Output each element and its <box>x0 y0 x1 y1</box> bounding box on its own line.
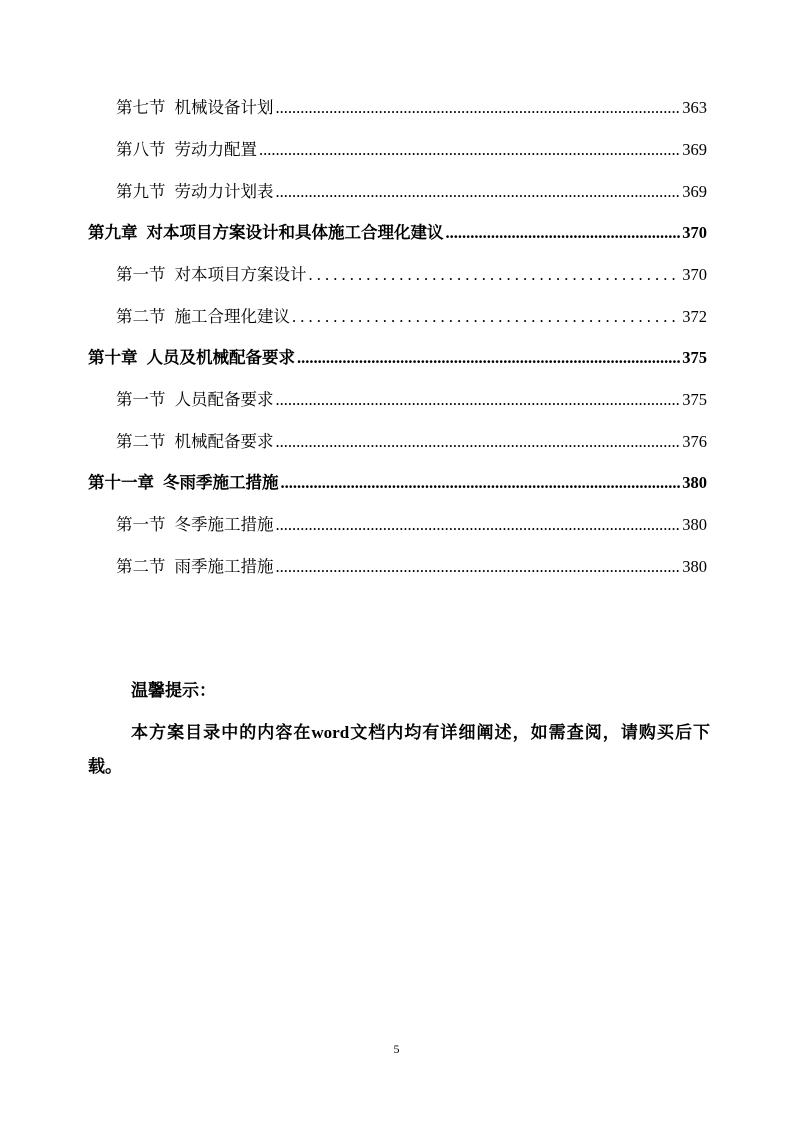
toc-entry-title: 人员及机械配备要求 <box>146 348 295 367</box>
toc-entry-page: 375 <box>682 390 707 409</box>
notice-body: 本方案目录中的内容在word文档内均有详细阐述，如需查阅，请购买后下载。 <box>88 723 710 776</box>
toc-entry-label <box>116 181 274 203</box>
toc-leader-dots <box>292 306 680 328</box>
toc-entry-number: 第九节 <box>116 182 166 201</box>
toc-entry-label <box>116 264 307 286</box>
toc-leader-dots <box>446 222 681 244</box>
toc-entry-label <box>116 139 257 161</box>
toc-entry[interactable] <box>116 514 707 536</box>
toc-chapter-entry[interactable] <box>88 472 707 494</box>
toc-entry-page: 375 <box>682 348 707 367</box>
toc-leader-dots <box>276 181 681 203</box>
toc-entry-page: 370 <box>682 223 707 242</box>
toc-leader-dots <box>259 139 680 161</box>
toc-entry-title: 机械配备要求 <box>174 432 274 451</box>
toc-chapter-entry[interactable] <box>88 222 707 244</box>
page-number: 5 <box>393 1042 400 1056</box>
toc-entry-label <box>116 431 274 453</box>
toc-entry-number: 第一节 <box>116 265 166 284</box>
toc-entry[interactable] <box>116 264 707 286</box>
toc-entry-page: 380 <box>682 473 707 492</box>
toc-entry-page: 380 <box>682 515 707 534</box>
toc-entry-title: 机械设备计划 <box>174 98 274 117</box>
toc-entry-label <box>88 222 444 244</box>
toc-entry-title: 施工合理化建议 <box>174 307 290 326</box>
toc-entry-title: 冬季施工措施 <box>174 515 274 534</box>
toc-leader-dots <box>276 431 681 453</box>
toc-entry-label <box>116 97 274 119</box>
toc-entry-title: 对本项目方案设计 <box>174 265 307 284</box>
toc-leader-dots <box>276 556 681 578</box>
toc-entry-label <box>116 389 274 411</box>
toc-entry-page: 369 <box>682 182 707 201</box>
toc-leader-dots <box>281 472 681 494</box>
toc-entry-number: 第七节 <box>116 98 166 117</box>
toc-entry-number: 第十章 <box>88 348 138 367</box>
toc-entry-title: 劳动力计划表 <box>174 182 274 201</box>
toc-entry-label <box>88 347 295 369</box>
toc-leader-dots <box>276 389 681 411</box>
toc-entry[interactable] <box>116 181 707 203</box>
toc-entry-title: 冬雨季施工措施 <box>163 473 279 492</box>
toc-entry[interactable] <box>116 139 707 161</box>
toc-entry[interactable] <box>116 97 707 119</box>
toc-entry-page: 376 <box>682 432 707 451</box>
toc-entry-number: 第八节 <box>116 140 166 159</box>
toc-entry[interactable] <box>116 431 707 453</box>
toc-entry-number: 第二节 <box>116 307 166 326</box>
toc-leader-dots <box>276 97 681 119</box>
toc-entry[interactable] <box>116 306 707 328</box>
toc-entry[interactable] <box>116 556 707 578</box>
toc-entry-page: 369 <box>682 140 707 159</box>
toc-entry-page: 372 <box>682 307 707 326</box>
toc-entry-page: 370 <box>682 265 707 284</box>
toc-entry-number: 第二节 <box>116 432 166 451</box>
toc-entry-number: 第十一章 <box>88 473 154 492</box>
toc-leader-dots <box>309 264 681 286</box>
toc-entry-number: 第一节 <box>116 515 166 534</box>
toc-entry-number: 第二节 <box>116 557 166 576</box>
toc-entry-label <box>116 306 290 328</box>
toc-entry-label <box>116 556 274 578</box>
toc-entry-title: 对本项目方案设计和具体施工合理化建议 <box>146 223 444 242</box>
toc-leader-dots <box>297 347 680 369</box>
toc-entry-page: 363 <box>682 98 707 117</box>
toc-entry[interactable] <box>116 389 707 411</box>
toc-entry-page: 380 <box>682 557 707 576</box>
toc-entry-label <box>88 472 279 494</box>
toc-entry-number: 第九章 <box>88 223 138 242</box>
notice-title: 温馨提示： <box>131 681 216 700</box>
toc-entry-label <box>116 514 274 536</box>
toc-entry-number: 第一节 <box>116 390 166 409</box>
toc-entry-title: 人员配备要求 <box>174 390 274 409</box>
toc-leader-dots <box>276 514 681 536</box>
toc-entry-title: 雨季施工措施 <box>174 557 274 576</box>
toc-entry-title: 劳动力配置 <box>174 140 257 159</box>
toc-chapter-entry[interactable] <box>88 347 707 369</box>
